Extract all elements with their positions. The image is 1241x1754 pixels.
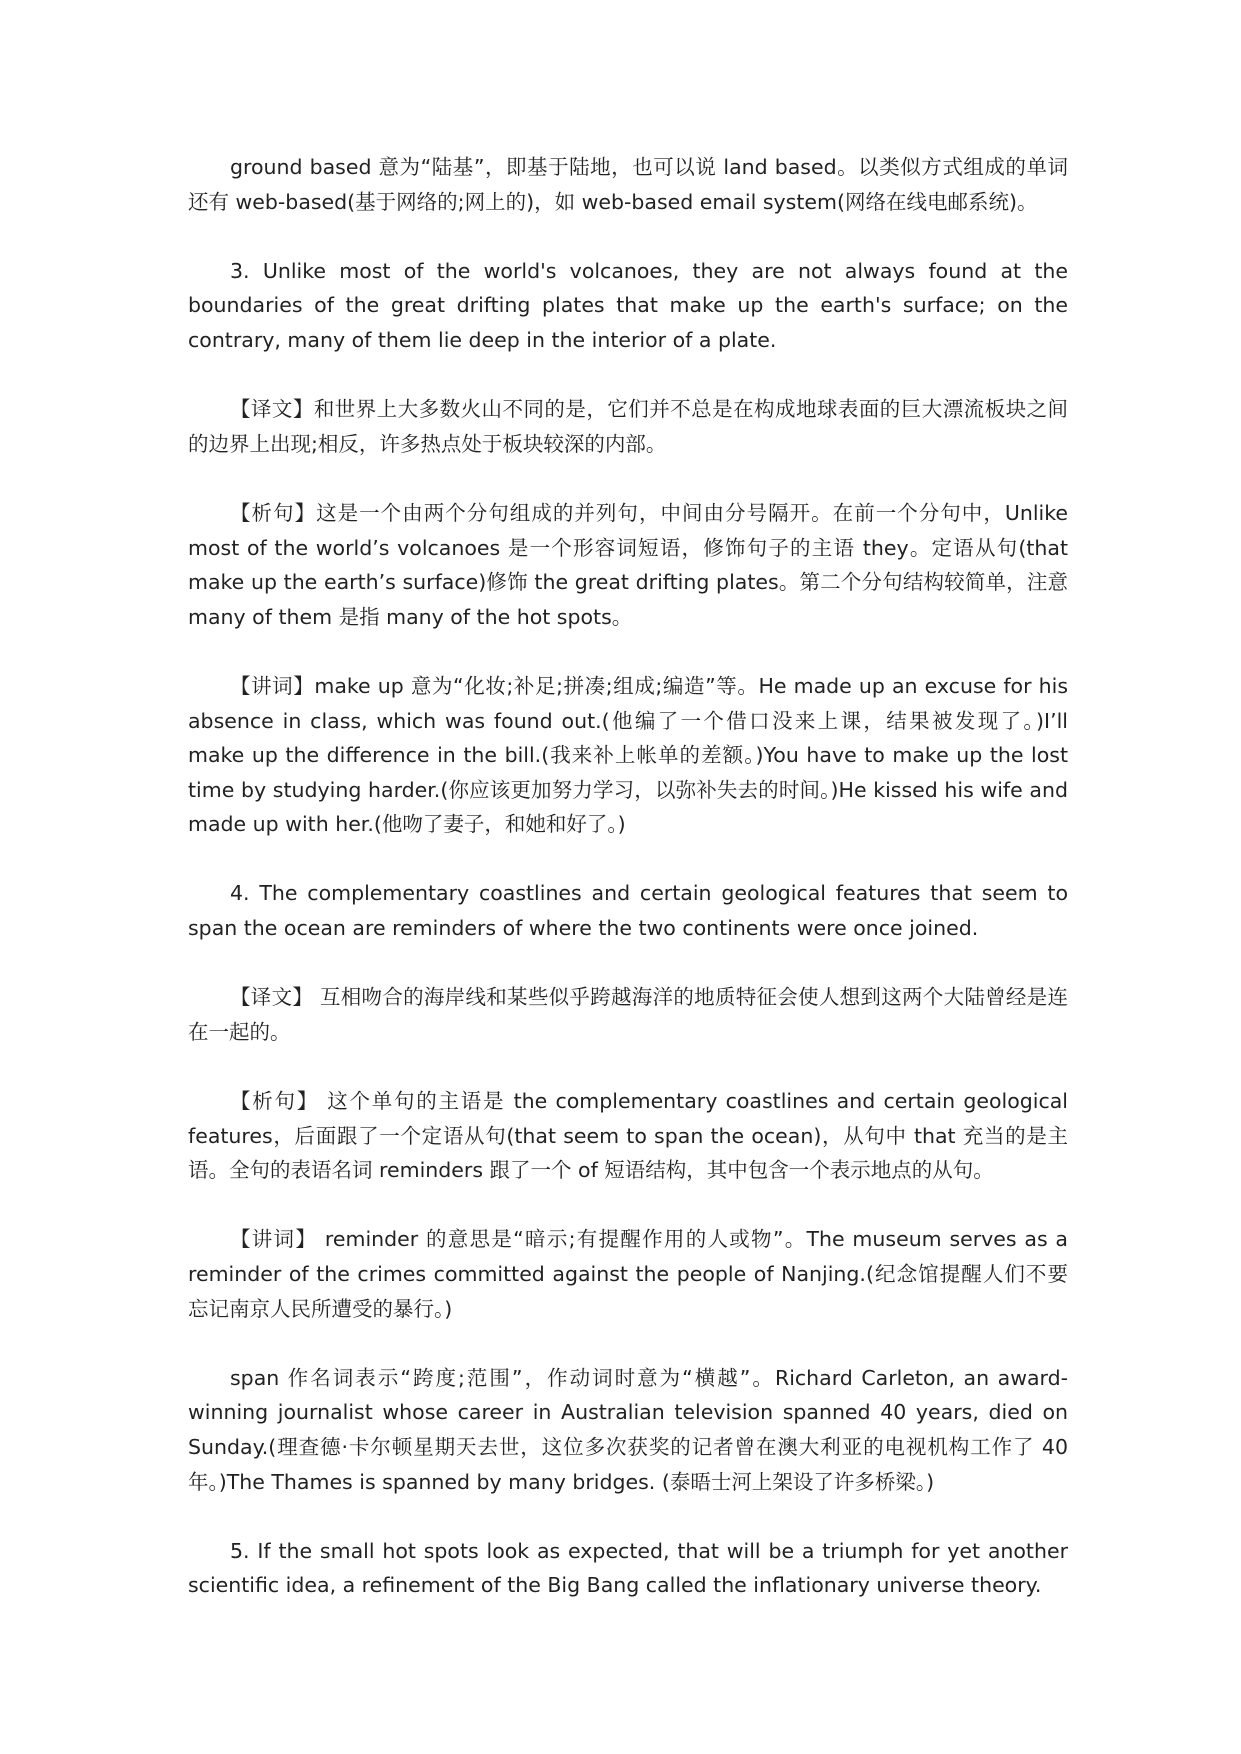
paragraph-sentence-3: 3. Unlike most of the world's volcanoes, they are not always found at the boundaries of the great drifting plates that make up the earth's surface; on the contrary, many of them lie deep in the interior of a plate.: [188, 258, 1068, 352]
paragraph-span-note: span 作名词表示“跨度;范围”，作动词时意为“横越”。Richard Carleton, an award-winning journalist whose career in Australian television spanned 40 years, died on Sunday.(理查德·卡尔顿星期天去世，这位多次获奖的记者曾在澳大利亚的电视机构工作了 40 年。)The Thames is spanned by many bridges. (泰晤士河上架设了许多桥梁。): [188, 1365, 1068, 1494]
paragraph-translation-4: 【译文】 互相吻合的海岸线和某些似乎跨越海洋的地质特征会使人想到这两个大陆曾经是连在一起的。: [188, 985, 1068, 1044]
document-body: [188, 150, 1068, 1603]
paragraph-sentence-5: 5. If the small hot spots look as expected, that will be a triumph for yet another scientific idea, a refinement of the Big Bang called the inflationary universe theory.: [188, 1538, 1068, 1598]
paragraph-ground-based: ground based 意为“陆基”，即基于陆地，也可以说 land based。以类似方式组成的单词还有 web-based(基于网络的;网上的)，如 web-based email system(网络在线电邮系统)。: [188, 155, 1068, 214]
paragraph-translation-3: 【译文】和世界上大多数火山不同的是，它们并不总是在构成地球表面的巨大漂流板块之间的边界上出现;相反，许多热点处于板块较深的内部。: [188, 397, 1068, 456]
paragraph-sentence-4: 4. The complementary coastlines and certain geological features that seem to span the ocean are reminders of where the two continents were once joined.: [188, 881, 1068, 941]
paragraph-analysis-4: 【析句】 这个单句的主语是 the complementary coastlines and certain geological features，后面跟了一个定语从句(that seem to span the ocean)，从句中 that 充当的是主语。全句的表语名词 reminders 跟了一个 of 短语结构，其中包含一个表示地点的从句。: [188, 1089, 1068, 1183]
paragraph-vocabulary-4: 【讲词】 reminder 的意思是“暗示;有提醒作用的人或物”。The museum serves as a reminder of the crimes committed against the people of Nanjing.(纪念馆提醒人们不要忘记南京人民所遭受的暴行。): [188, 1227, 1068, 1321]
paragraph-vocabulary-3: 【讲词】make up 意为“化妆;补足;拼凑;组成;编造”等。He made up an excuse for his absence in class, which was found out.(他编了一个借口没来上课，结果被发现了。)I’ll make up the difference in the bill.(我来补上帐单的差额。)You have to make up the lost time by studying harder.(你应该更加努力学习，以弥补失去的时间。)He kissed his wife and made up with her.(他吻了妻子，和她和好了。): [188, 673, 1068, 837]
paragraph-analysis-3: 【析句】这是一个由两个分句组成的并列句，中间由分号隔开。在前一个分句中，Unlike most of the world’s volcanoes 是一个形容词短语，修饰句子的主语 they。定语从句(that make up the earth’s surface)修饰 the great drifting plates。第二个分句结构较简单，注意 many of them 是指 many of the hot spots。: [188, 500, 1068, 629]
